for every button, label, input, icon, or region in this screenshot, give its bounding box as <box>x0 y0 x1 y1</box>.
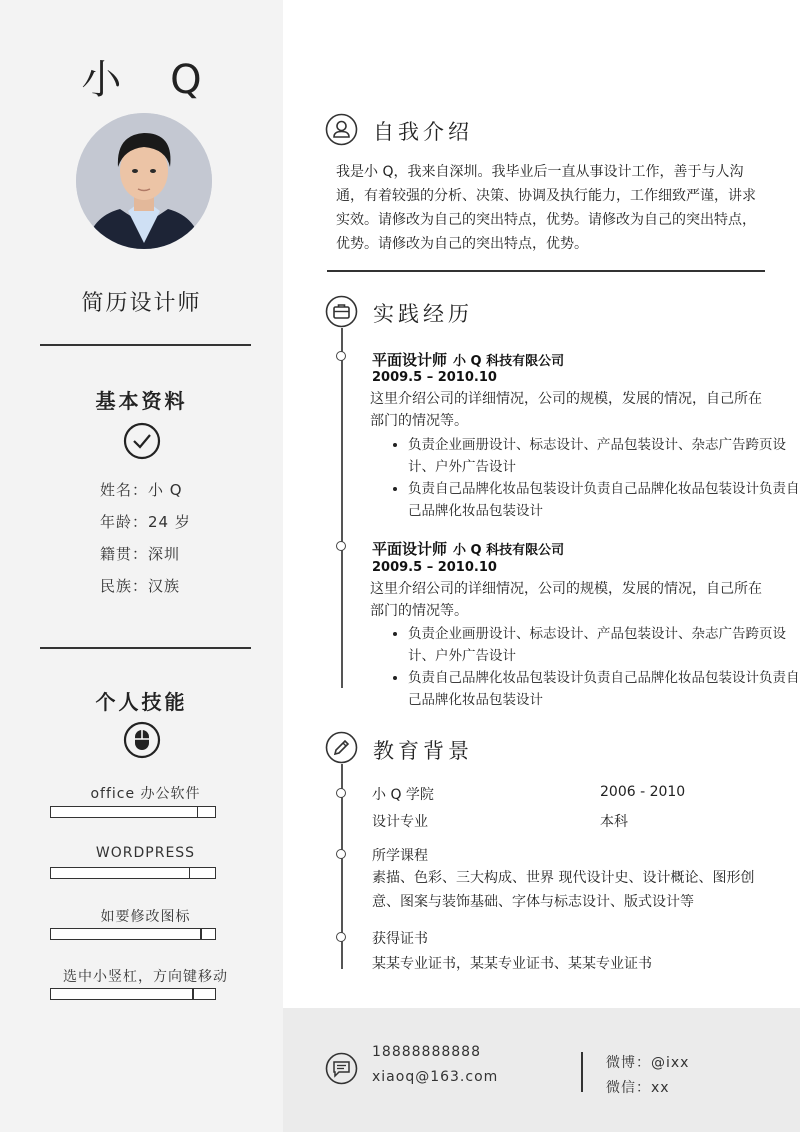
experience-heading: 实践经历 <box>373 302 473 326</box>
job-bullets <box>372 623 800 711</box>
major: 设计专业 <box>372 814 428 830</box>
job-date: 2009.5 – 2010.10 <box>372 560 497 575</box>
contact-wechat[interactable]: 微信：xx <box>606 1080 670 1096</box>
skill-level-handle[interactable] <box>189 868 191 878</box>
certificates-label: 获得证书 <box>372 931 428 947</box>
person-icon <box>325 113 358 146</box>
profile-job-title: 简历设计师 <box>81 291 202 316</box>
sidebar-divider <box>40 344 251 346</box>
timeline-dot <box>336 932 346 942</box>
profile-name: 小 Q <box>81 57 220 103</box>
skill-level-handle[interactable] <box>197 807 199 817</box>
job-description: 这里介绍公司的详细情况，公司的规模，发展的情况，自己所在部门的情况等。 <box>370 391 762 429</box>
list-item: • 负责企业画册设计、标志设计、产品包装设计、杂志广告跨页设计、户外广告设计 <box>408 434 800 478</box>
contact-phone[interactable]: 18888888888 <box>372 1044 481 1060</box>
sidebar-divider <box>40 647 251 649</box>
contact-footer <box>283 1008 800 1132</box>
sidebar <box>0 0 283 1132</box>
section-divider <box>327 270 765 272</box>
job-title <box>372 349 564 370</box>
skill-label: WORDPRESS <box>95 845 196 861</box>
skill-bar[interactable] <box>50 867 216 879</box>
degree: 本科 <box>600 814 628 830</box>
job-company: 小 Q 科技有限公司 <box>453 354 565 369</box>
skill-bar[interactable] <box>50 928 216 940</box>
timeline-dot <box>336 788 346 798</box>
job-title <box>372 538 564 559</box>
timeline-dot <box>336 541 346 551</box>
certificates-text: 某某专业证书，某某专业证书、某某专业证书 <box>372 956 652 972</box>
experience-timeline <box>341 328 343 688</box>
list-item: • 负责自己品牌化妆品包装设计负责自己品牌化妆品包装设计负责自己品牌化妆品包装设计 <box>408 478 800 522</box>
timeline-dot <box>336 351 346 361</box>
info-hometown: 籍贯：深圳 <box>100 545 181 563</box>
job-bullets <box>372 434 800 522</box>
courses-text: 素描、色彩、三大构成、世界 现代设计史、设计概论、图形创意、图案与装饰基础、字体与标志设计、版式设计等 <box>372 870 755 910</box>
contact-weibo[interactable]: 微博：@ixx <box>606 1055 690 1071</box>
school-name: 小 Q 学院 <box>372 787 434 803</box>
skill-level-handle[interactable] <box>200 929 202 939</box>
skill-label: 选中小竖杠，方向键移动 <box>63 969 228 985</box>
list-item: • 负责自己品牌化妆品包装设计负责自己品牌化妆品包装设计负责自己品牌化妆品包装设计 <box>408 667 800 711</box>
school-years: 2006 - 2010 <box>600 784 686 800</box>
pencil-icon <box>325 731 358 764</box>
job-company: 小 Q 科技有限公司 <box>453 543 565 558</box>
footer-divider <box>581 1052 583 1092</box>
job-position: 平面设计师 <box>372 351 448 369</box>
contact-email[interactable]: xiaoq@163.com <box>372 1069 499 1085</box>
skill-bar[interactable] <box>50 806 216 818</box>
basic-info-heading: 基本资料 <box>95 389 188 413</box>
skill-bar[interactable] <box>50 988 216 1000</box>
skill-label: 如要修改图标 <box>100 909 191 925</box>
skill-level-handle[interactable] <box>192 989 194 999</box>
job-date: 2009.5 – 2010.10 <box>372 370 497 385</box>
mouse-icon <box>123 721 161 759</box>
job-description: 这里介绍公司的详细情况，公司的规模，发展的情况，自己所在部门的情况等。 <box>370 581 762 619</box>
skill-label: office 办公软件 <box>90 786 201 802</box>
skills-heading: 个人技能 <box>95 690 188 714</box>
job-position: 平面设计师 <box>372 540 448 558</box>
message-icon <box>325 1052 358 1085</box>
intro-heading: 自我介绍 <box>373 120 473 144</box>
list-item: • 负责企业画册设计、标志设计、产品包装设计、杂志广告跨页设计、户外广告设计 <box>408 623 800 667</box>
courses-label: 所学课程 <box>372 848 428 864</box>
info-name: 姓名：小 Q <box>100 481 183 499</box>
info-ethnicity: 民族：汉族 <box>100 577 181 595</box>
info-age: 年龄：24 岁 <box>100 513 191 531</box>
education-heading: 教育背景 <box>373 739 473 763</box>
briefcase-icon <box>325 295 358 328</box>
intro-text: 我是小 Q，我来自深圳。我毕业后一直从事设计工作，善于与人沟通，有着较强的分析、决策、协调及执行能力，工作细致严谨，讲求实效。请修改为自己的突出特点，优势。请修改为自己的突出特点，优势。请修改为自己的突出特点，优势。 <box>336 164 756 252</box>
timeline-dot <box>336 849 346 859</box>
check-circle-icon <box>123 422 161 460</box>
avatar-photo <box>76 113 212 249</box>
avatar <box>76 113 212 249</box>
